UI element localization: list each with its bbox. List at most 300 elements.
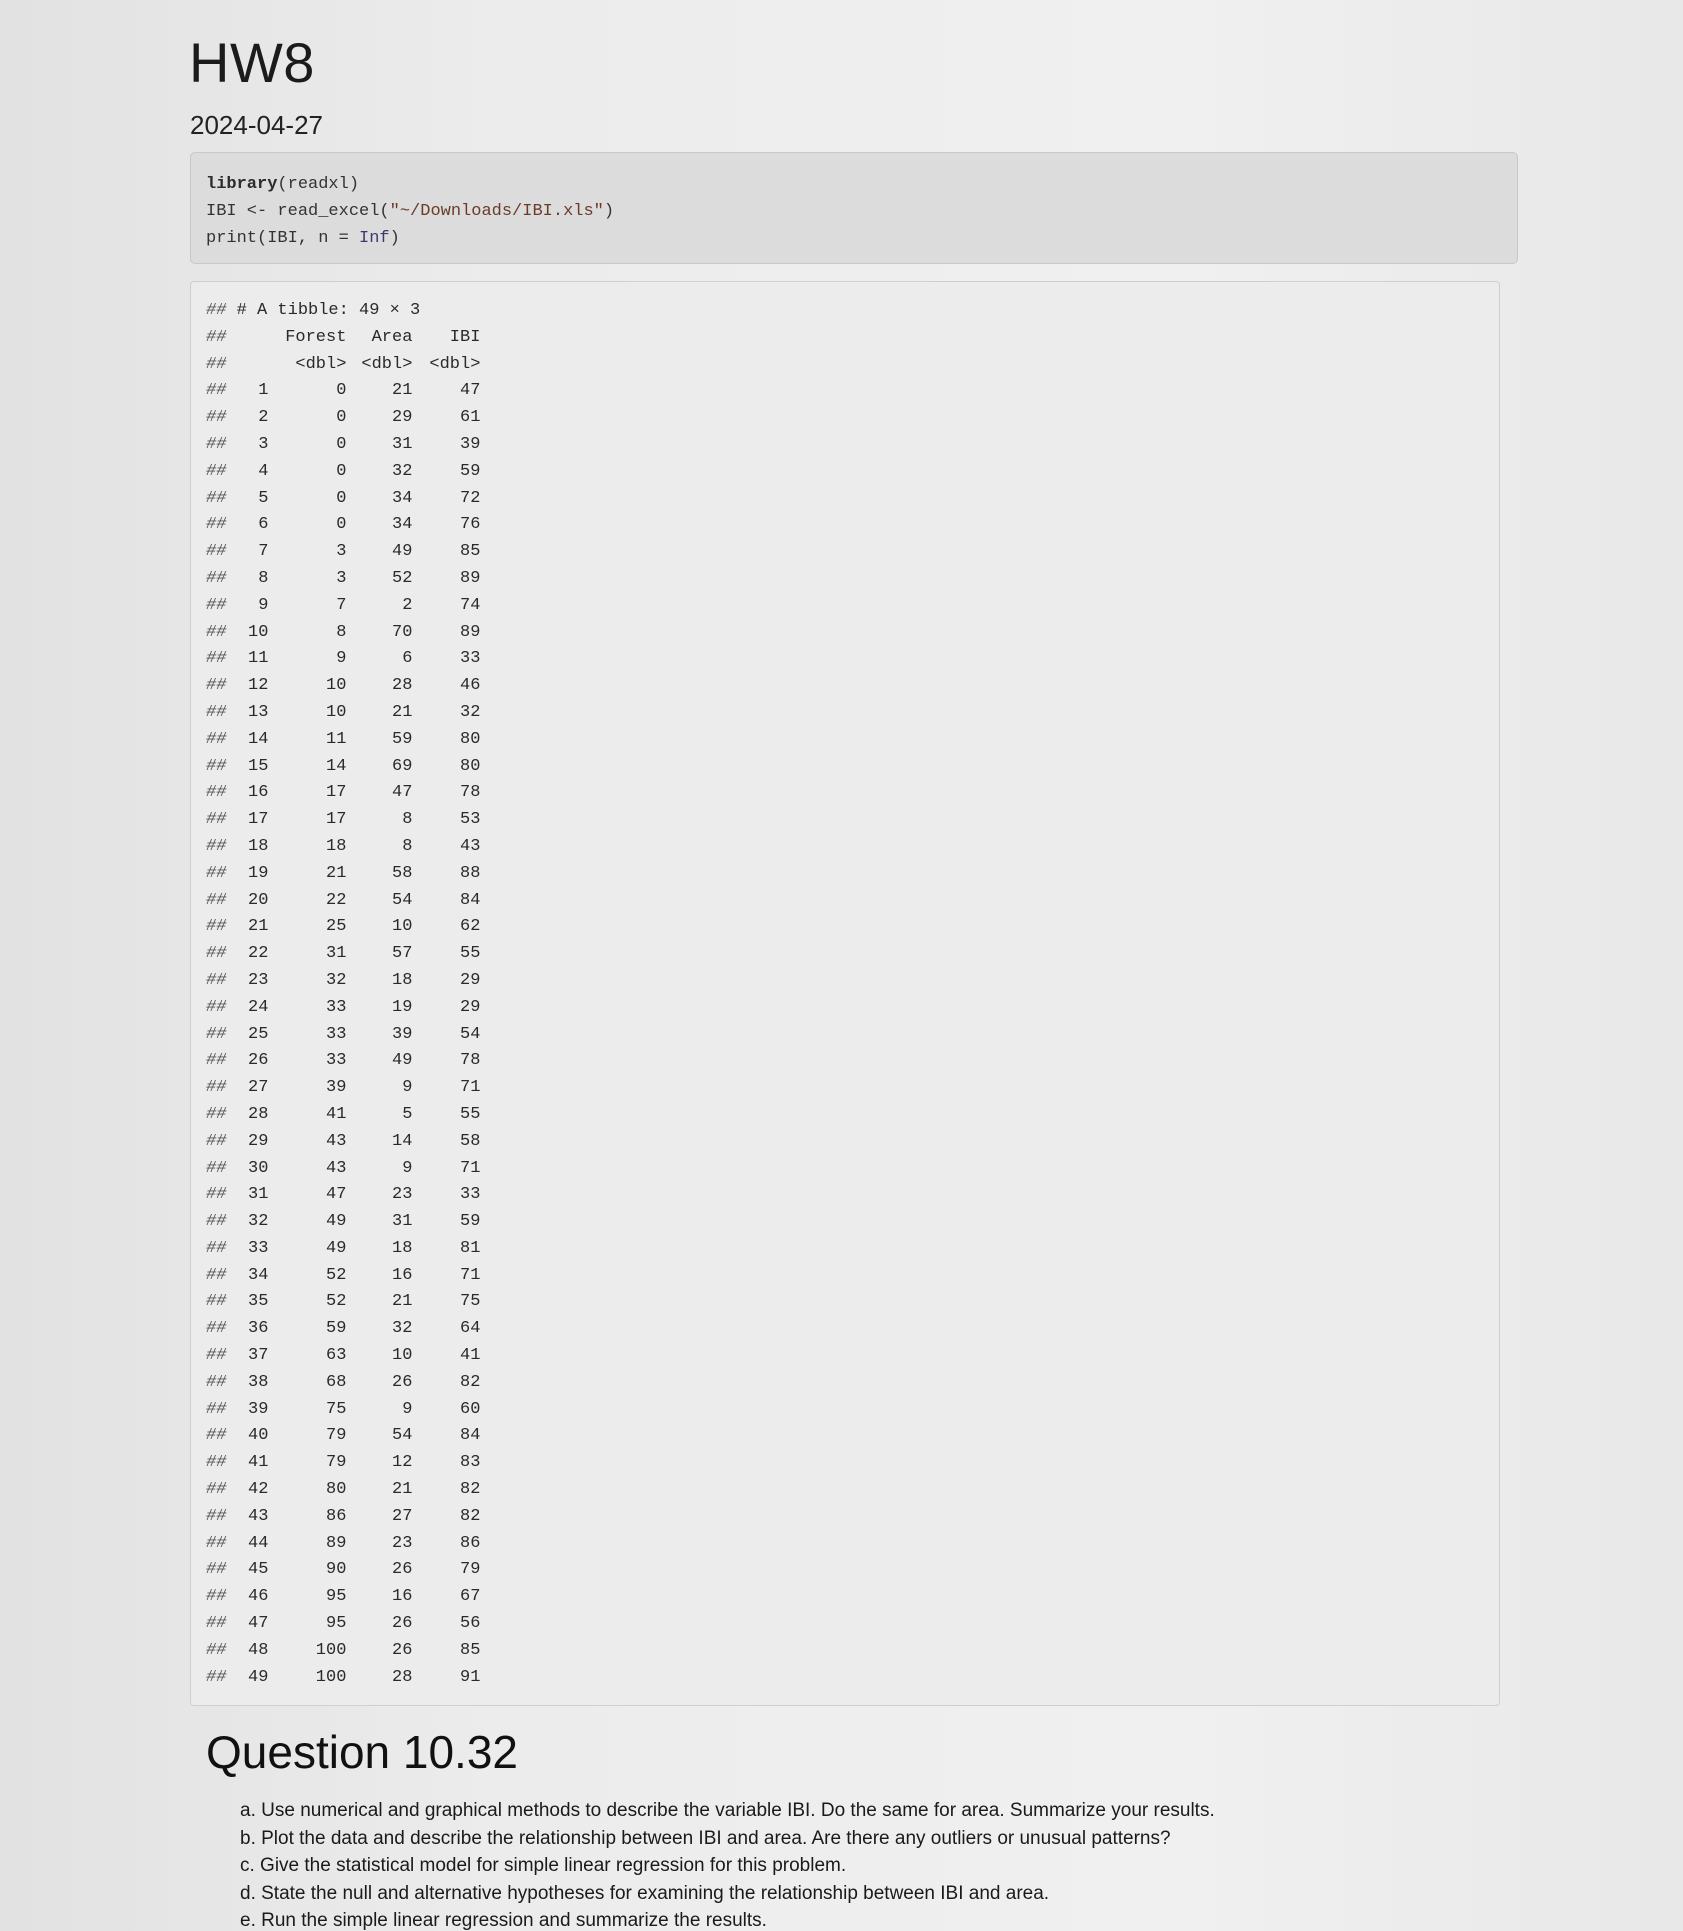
cell-forest: 18 xyxy=(326,836,347,856)
cell-ibi: 80 xyxy=(460,756,481,776)
row-index: 42 xyxy=(248,1480,269,1500)
output-prefix: ## xyxy=(206,1640,227,1660)
output-prefix: ## xyxy=(206,970,227,990)
row-index: 26 xyxy=(248,1051,269,1071)
table-row xyxy=(206,1638,1484,1665)
table-row xyxy=(206,566,1484,593)
table-row xyxy=(206,1289,1484,1316)
cell-area: 32 xyxy=(392,461,413,481)
cell-ibi: 59 xyxy=(460,1212,481,1232)
cell-area: 28 xyxy=(392,1667,413,1687)
row-index: 13 xyxy=(248,702,269,722)
table-row xyxy=(206,727,1484,754)
output-prefix: ## xyxy=(206,622,227,642)
cell-forest: 10 xyxy=(326,702,347,722)
cell-forest: 0 xyxy=(336,381,347,401)
cell-ibi: 62 xyxy=(460,917,481,937)
cell-forest: 49 xyxy=(326,1238,347,1258)
cell-area: 16 xyxy=(392,1265,413,1285)
table-row xyxy=(206,1129,1484,1156)
code-file-path-string: "~/Downloads/IBI.xls" xyxy=(389,202,604,221)
row-index: 38 xyxy=(248,1372,269,1392)
question-list xyxy=(240,1797,1215,1931)
cell-ibi: 29 xyxy=(460,997,481,1017)
table-row xyxy=(206,888,1484,915)
column-type-ibi: <dbl> xyxy=(429,354,481,374)
row-index: 21 xyxy=(248,917,269,937)
cell-ibi: 39 xyxy=(460,434,481,454)
cell-forest: 10 xyxy=(326,676,347,696)
cell-area: 28 xyxy=(392,676,413,696)
output-prefix: ## xyxy=(206,1265,227,1285)
table-row xyxy=(206,700,1484,727)
row-index: 5 xyxy=(258,488,269,508)
row-index: 34 xyxy=(248,1265,269,1285)
row-index: 44 xyxy=(248,1533,269,1553)
output-prefix: ## xyxy=(206,1372,227,1392)
cell-ibi: 33 xyxy=(460,1185,481,1205)
table-row xyxy=(206,914,1484,941)
table-row xyxy=(206,1075,1484,1102)
tibble-rows xyxy=(206,378,1484,1691)
cell-forest: 43 xyxy=(326,1158,347,1178)
output-prefix: ## xyxy=(206,1319,227,1339)
output-prefix: ## xyxy=(206,1426,227,1446)
row-index: 27 xyxy=(248,1078,269,1098)
output-prefix: ## xyxy=(206,1024,227,1044)
cell-forest: 14 xyxy=(326,756,347,776)
output-prefix: ## xyxy=(206,729,227,749)
cell-forest: 22 xyxy=(326,890,347,910)
cell-ibi: 82 xyxy=(460,1372,481,1392)
table-row xyxy=(206,512,1484,539)
question-item-c: c. Give the statistical model for simple linear regression for this problem. xyxy=(240,1855,847,1876)
row-index: 1 xyxy=(258,381,269,401)
cell-area: 69 xyxy=(392,756,413,776)
row-index: 48 xyxy=(248,1640,269,1660)
table-row xyxy=(206,1182,1484,1209)
code-line-2 xyxy=(206,198,1502,225)
question-item-a: a. Use numerical and graphical methods to describe the variable IBI. Do the same for area. Summarize your results. xyxy=(240,1800,1215,1821)
cell-area: 54 xyxy=(392,890,413,910)
row-index: 4 xyxy=(258,461,269,481)
code-read-call: IBI <- read_excel( xyxy=(206,202,390,221)
table-row xyxy=(206,1156,1484,1183)
cell-forest: 100 xyxy=(315,1640,347,1660)
cell-area: 31 xyxy=(392,1212,413,1232)
cell-area: 26 xyxy=(392,1640,413,1660)
cell-ibi: 76 xyxy=(460,515,481,535)
cell-area: 57 xyxy=(392,944,413,964)
cell-ibi: 79 xyxy=(460,1560,481,1580)
cell-area: 5 xyxy=(402,1104,413,1124)
cell-area: 26 xyxy=(392,1614,413,1634)
row-index: 33 xyxy=(248,1238,269,1258)
column-type-forest: <dbl> xyxy=(295,354,347,374)
output-prefix: ## xyxy=(206,917,227,937)
row-index: 14 xyxy=(248,729,269,749)
cell-forest: 68 xyxy=(326,1372,347,1392)
output-prefix: ## xyxy=(206,434,227,454)
output-prefix: ## xyxy=(206,542,227,562)
cell-forest: 9 xyxy=(336,649,347,669)
output-prefix: ## xyxy=(206,461,227,481)
cell-forest: 17 xyxy=(326,783,347,803)
cell-forest: 0 xyxy=(336,434,347,454)
row-index: 25 xyxy=(248,1024,269,1044)
cell-area: 9 xyxy=(402,1158,413,1178)
table-row xyxy=(206,620,1484,647)
output-prefix: ## xyxy=(206,1104,227,1124)
cell-area: 9 xyxy=(402,1399,413,1419)
cell-forest: 0 xyxy=(336,515,347,535)
table-row xyxy=(206,754,1484,781)
row-index: 9 xyxy=(258,595,269,615)
cell-ibi: 59 xyxy=(460,461,481,481)
table-row xyxy=(206,1048,1484,1075)
output-prefix: ## xyxy=(206,783,227,803)
output-prefix: ## xyxy=(206,1292,227,1312)
code-library-arg: (readxl) xyxy=(277,175,360,194)
code-inf-value: Inf xyxy=(359,229,390,248)
row-index: 10 xyxy=(248,622,269,642)
output-prefix: ## xyxy=(206,327,227,347)
row-index: 31 xyxy=(248,1185,269,1205)
output-prefix: ## xyxy=(206,1346,227,1366)
question-item-e: e. Run the simple linear regression and summarize the results. xyxy=(240,1910,767,1931)
cell-ibi: 89 xyxy=(460,622,481,642)
console-output xyxy=(190,281,1500,1706)
cell-forest: 59 xyxy=(326,1319,347,1339)
row-index: 43 xyxy=(248,1506,269,1526)
table-row xyxy=(206,405,1484,432)
table-row xyxy=(206,459,1484,486)
output-prefix: ## xyxy=(206,756,227,776)
code-read-close: ) xyxy=(603,202,615,221)
column-header-forest: Forest xyxy=(285,327,347,347)
cell-area: 2 xyxy=(402,595,413,615)
cell-ibi: 82 xyxy=(460,1506,481,1526)
cell-ibi: 54 xyxy=(460,1024,481,1044)
cell-ibi: 71 xyxy=(460,1158,481,1178)
output-prefix: ## xyxy=(206,702,227,722)
question-item-d: d. State the null and alternative hypotheses for examining the relationship between IBI and area. xyxy=(240,1882,1050,1904)
output-header-line xyxy=(206,298,1484,325)
question-title: Question 10.32 xyxy=(206,1726,519,1778)
row-index: 29 xyxy=(248,1131,269,1151)
row-index: 7 xyxy=(258,542,269,562)
row-index: 46 xyxy=(248,1587,269,1607)
cell-ibi: 58 xyxy=(460,1131,481,1151)
cell-area: 16 xyxy=(392,1587,413,1607)
cell-ibi: 53 xyxy=(460,810,481,830)
cell-ibi: 89 xyxy=(460,568,481,588)
output-prefix: ## xyxy=(206,944,227,964)
table-row xyxy=(206,539,1484,566)
cell-ibi: 55 xyxy=(460,944,481,964)
cell-area: 47 xyxy=(392,783,413,803)
cell-ibi: 60 xyxy=(460,1399,481,1419)
cell-area: 31 xyxy=(392,434,413,454)
cell-forest: 43 xyxy=(326,1131,347,1151)
code-print-call: print(IBI, n = xyxy=(206,229,360,248)
output-prefix: ## xyxy=(206,676,227,696)
cell-ibi: 75 xyxy=(460,1292,481,1312)
cell-forest: 63 xyxy=(326,1346,347,1366)
cell-forest: 0 xyxy=(336,488,347,508)
output-prefix: ## xyxy=(206,1238,227,1258)
column-header-area: Area xyxy=(371,327,413,347)
table-row xyxy=(206,995,1484,1022)
cell-forest: 52 xyxy=(326,1265,347,1285)
cell-ibi: 86 xyxy=(460,1533,481,1553)
cell-ibi: 43 xyxy=(460,836,481,856)
code-print-close: ) xyxy=(389,229,400,248)
output-prefix: ## xyxy=(206,1506,227,1526)
cell-ibi: 29 xyxy=(460,970,481,990)
output-prefix: ## xyxy=(206,1078,227,1098)
table-row xyxy=(206,486,1484,513)
table-row xyxy=(206,1557,1484,1584)
cell-area: 9 xyxy=(402,1078,413,1098)
cell-ibi: 91 xyxy=(460,1667,481,1687)
cell-ibi: 55 xyxy=(460,1104,481,1124)
cell-area: 26 xyxy=(392,1372,413,1392)
table-row xyxy=(206,432,1484,459)
table-row xyxy=(206,378,1484,405)
table-row xyxy=(206,1102,1484,1129)
cell-area: 34 xyxy=(392,515,413,535)
cell-area: 21 xyxy=(392,702,413,722)
output-prefix: ## xyxy=(206,354,227,374)
cell-area: 6 xyxy=(402,649,413,669)
output-columns-line xyxy=(206,325,1484,352)
table-row xyxy=(206,1423,1484,1450)
cell-area: 21 xyxy=(392,1292,413,1312)
document-date: 2024-04-27 xyxy=(190,110,323,140)
cell-forest: 95 xyxy=(326,1587,347,1607)
cell-area: 52 xyxy=(392,568,413,588)
cell-forest: 100 xyxy=(315,1667,347,1687)
output-prefix: ## xyxy=(206,301,227,320)
cell-area: 27 xyxy=(392,1506,413,1526)
cell-ibi: 85 xyxy=(460,1640,481,1660)
cell-forest: 80 xyxy=(326,1480,347,1500)
table-row xyxy=(206,861,1484,888)
cell-forest: 52 xyxy=(326,1292,347,1312)
row-index: 16 xyxy=(248,783,269,803)
cell-forest: 90 xyxy=(326,1560,347,1580)
cell-forest: 41 xyxy=(326,1104,347,1124)
cell-forest: 79 xyxy=(326,1453,347,1473)
cell-ibi: 72 xyxy=(460,488,481,508)
table-row xyxy=(206,807,1484,834)
cell-ibi: 80 xyxy=(460,729,481,749)
row-index: 41 xyxy=(248,1453,269,1473)
cell-ibi: 81 xyxy=(460,1238,481,1258)
output-prefix: ## xyxy=(206,568,227,588)
cell-ibi: 33 xyxy=(460,649,481,669)
output-prefix: ## xyxy=(206,1587,227,1607)
cell-forest: 3 xyxy=(336,542,347,562)
cell-forest: 47 xyxy=(326,1185,347,1205)
row-index: 24 xyxy=(248,997,269,1017)
cell-area: 8 xyxy=(402,810,413,830)
output-prefix: ## xyxy=(206,863,227,883)
table-row xyxy=(206,1022,1484,1049)
output-prefix: ## xyxy=(206,1667,227,1687)
output-prefix: ## xyxy=(206,381,227,401)
cell-area: 39 xyxy=(392,1024,413,1044)
output-prefix: ## xyxy=(206,1453,227,1473)
row-index: 39 xyxy=(248,1399,269,1419)
cell-forest: 86 xyxy=(326,1506,347,1526)
table-row xyxy=(206,968,1484,995)
row-index: 15 xyxy=(248,756,269,776)
table-row xyxy=(206,1477,1484,1504)
row-index: 3 xyxy=(258,434,269,454)
cell-ibi: 78 xyxy=(460,783,481,803)
cell-forest: 11 xyxy=(326,729,347,749)
row-index: 45 xyxy=(248,1560,269,1580)
output-prefix: ## xyxy=(206,1131,227,1151)
table-row xyxy=(206,1343,1484,1370)
cell-ibi: 84 xyxy=(460,890,481,910)
cell-area: 23 xyxy=(392,1533,413,1553)
cell-area: 49 xyxy=(392,1051,413,1071)
cell-area: 54 xyxy=(392,1426,413,1446)
table-row xyxy=(206,1263,1484,1290)
output-prefix: ## xyxy=(206,1051,227,1071)
column-header-ibi: IBI xyxy=(449,327,481,347)
cell-ibi: 71 xyxy=(460,1265,481,1285)
table-row xyxy=(206,1504,1484,1531)
cell-ibi: 61 xyxy=(460,408,481,428)
row-index: 8 xyxy=(258,568,269,588)
cell-forest: 21 xyxy=(326,863,347,883)
row-index: 23 xyxy=(248,970,269,990)
cell-area: 32 xyxy=(392,1319,413,1339)
column-type-area: <dbl> xyxy=(361,354,413,374)
row-index: 12 xyxy=(248,676,269,696)
cell-area: 8 xyxy=(402,836,413,856)
cell-forest: 17 xyxy=(326,810,347,830)
output-prefix: ## xyxy=(206,408,227,428)
cell-ibi: 78 xyxy=(460,1051,481,1071)
output-prefix: ## xyxy=(206,649,227,669)
cell-forest: 0 xyxy=(336,461,347,481)
output-prefix: ## xyxy=(206,515,227,535)
output-prefix: ## xyxy=(206,1480,227,1500)
cell-area: 23 xyxy=(392,1185,413,1205)
table-row xyxy=(206,1236,1484,1263)
cell-ibi: 82 xyxy=(460,1480,481,1500)
cell-area: 19 xyxy=(392,997,413,1017)
cell-forest: 89 xyxy=(326,1533,347,1553)
cell-forest: 95 xyxy=(326,1614,347,1634)
output-prefix: ## xyxy=(206,1185,227,1205)
cell-forest: 0 xyxy=(336,408,347,428)
cell-forest: 39 xyxy=(326,1078,347,1098)
table-row xyxy=(206,1370,1484,1397)
row-index: 20 xyxy=(248,890,269,910)
table-row xyxy=(206,1209,1484,1236)
output-prefix: ## xyxy=(206,1614,227,1634)
cell-ibi: 83 xyxy=(460,1453,481,1473)
row-index: 49 xyxy=(248,1667,269,1687)
cell-ibi: 41 xyxy=(460,1346,481,1366)
output-prefix: ## xyxy=(206,1158,227,1178)
row-index: 30 xyxy=(248,1158,269,1178)
code-line-3 xyxy=(206,225,1502,252)
row-index: 6 xyxy=(258,515,269,535)
cell-area: 59 xyxy=(392,729,413,749)
table-row xyxy=(206,1611,1484,1638)
table-row xyxy=(206,646,1484,673)
cell-forest: 79 xyxy=(326,1426,347,1446)
cell-ibi: 56 xyxy=(460,1614,481,1634)
cell-forest: 49 xyxy=(326,1212,347,1232)
cell-forest: 32 xyxy=(326,970,347,990)
output-prefix: ## xyxy=(206,595,227,615)
table-row xyxy=(206,941,1484,968)
cell-area: 26 xyxy=(392,1560,413,1580)
output-prefix: ## xyxy=(206,836,227,856)
cell-ibi: 32 xyxy=(460,702,481,722)
row-index: 37 xyxy=(248,1346,269,1366)
cell-area: 58 xyxy=(392,863,413,883)
row-index: 40 xyxy=(248,1426,269,1446)
cell-area: 21 xyxy=(392,1480,413,1500)
cell-ibi: 84 xyxy=(460,1426,481,1446)
cell-ibi: 67 xyxy=(460,1587,481,1607)
cell-area: 10 xyxy=(392,917,413,937)
row-index: 18 xyxy=(248,836,269,856)
cell-ibi: 47 xyxy=(460,381,481,401)
output-prefix: ## xyxy=(206,997,227,1017)
table-row xyxy=(206,593,1484,620)
output-prefix: ## xyxy=(206,1399,227,1419)
cell-forest: 3 xyxy=(336,568,347,588)
table-row xyxy=(206,1316,1484,1343)
output-prefix: ## xyxy=(206,810,227,830)
tibble-header: # A tibble: 49 × 3 xyxy=(236,301,421,320)
output-prefix: ## xyxy=(206,488,227,508)
cell-forest: 31 xyxy=(326,944,347,964)
row-index: 32 xyxy=(248,1212,269,1232)
cell-forest: 25 xyxy=(326,917,347,937)
table-row xyxy=(206,673,1484,700)
code-library-keyword: library xyxy=(206,175,278,194)
row-index: 2 xyxy=(258,408,269,428)
row-index: 22 xyxy=(248,944,269,964)
table-row xyxy=(206,1584,1484,1611)
row-index: 47 xyxy=(248,1614,269,1634)
row-index: 19 xyxy=(248,863,269,883)
row-index: 17 xyxy=(248,810,269,830)
output-prefix: ## xyxy=(206,1212,227,1232)
cell-area: 21 xyxy=(392,381,413,401)
output-types-line xyxy=(206,352,1484,379)
table-row xyxy=(206,1397,1484,1424)
cell-area: 18 xyxy=(392,1238,413,1258)
cell-area: 18 xyxy=(392,970,413,990)
code-line-1 xyxy=(206,171,1502,198)
cell-ibi: 71 xyxy=(460,1078,481,1098)
cell-forest: 33 xyxy=(326,1024,347,1044)
cell-ibi: 64 xyxy=(460,1319,481,1339)
cell-area: 10 xyxy=(392,1346,413,1366)
